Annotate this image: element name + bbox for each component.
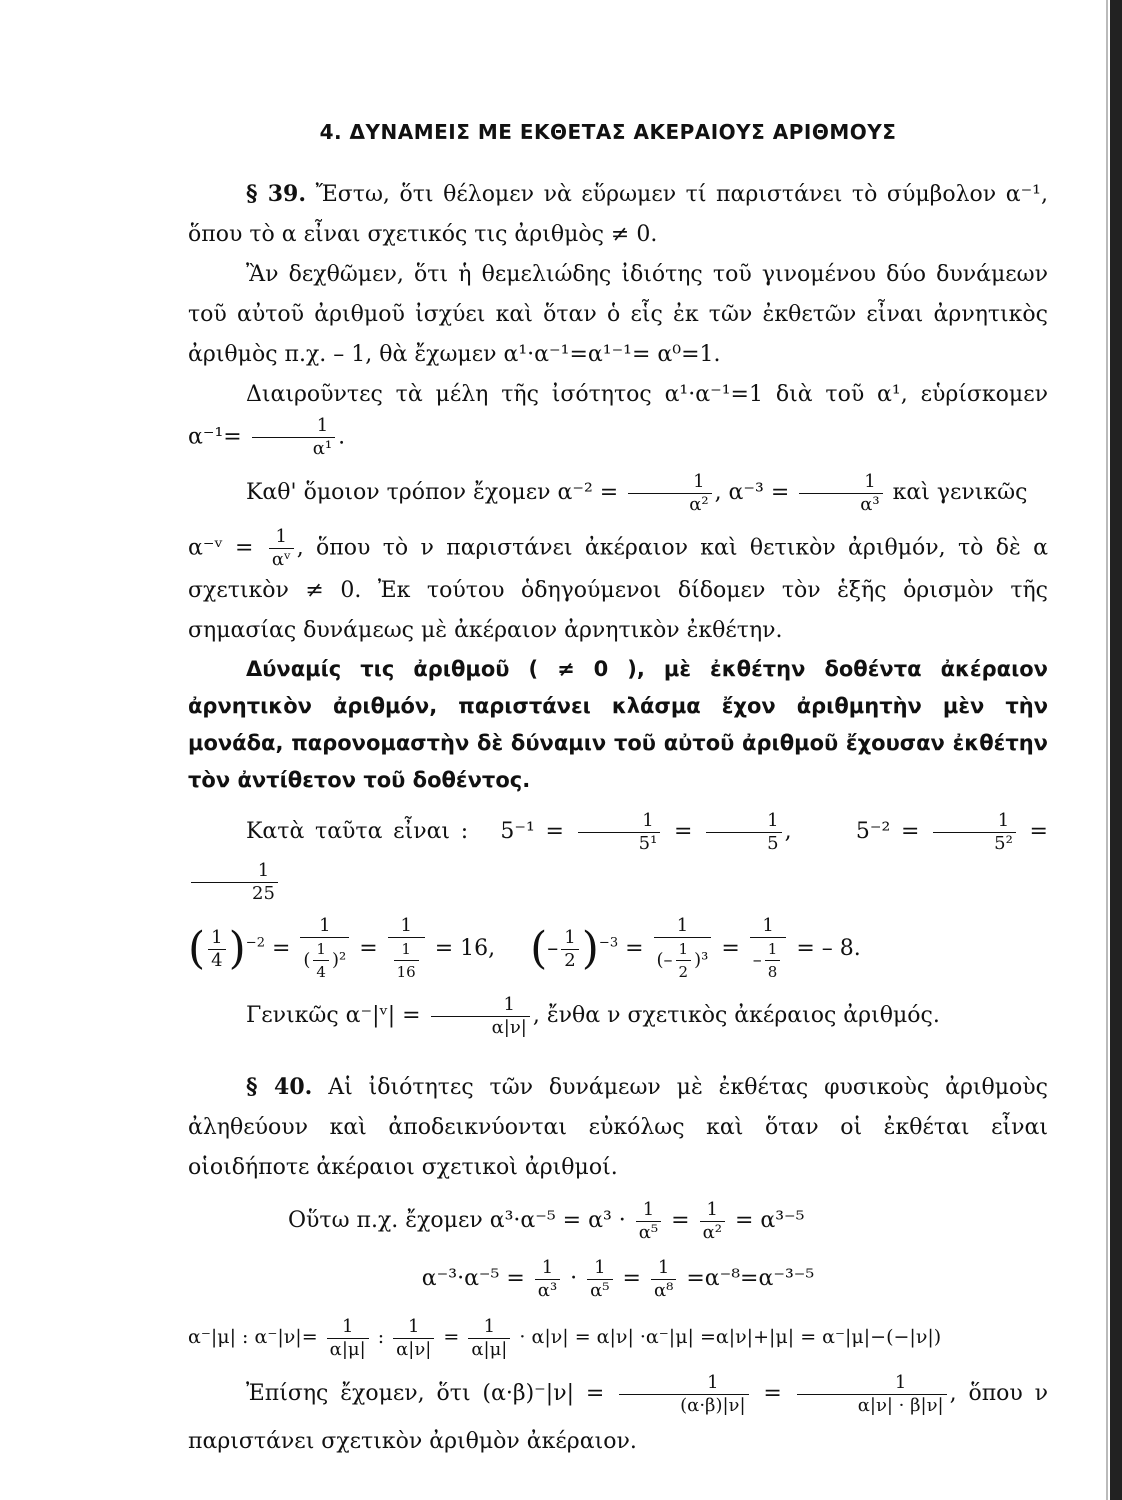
s39-p5: α⁻ᵛ = $\frac{1}{\text{αᵛ}}$ , ὅπου τὸ ν παριστάνει ἀκέραιον καὶ θετικὸν ἀριθμόν, τὸ δὲ α σχετικὸν ≠ 0. Ἐκ τούτου ὁδηγούμενοι δίδομεν τὸν ἑξῆς ὁρισμὸν τῆς σημασίας δυνάμεως μὲ ἀκέραιον ἀρνητικὸν ἐκθέτην. [188, 526, 1049, 643]
s39-p3: Διαιροῦντες τὰ μέλη τῆς ἰσότητος α¹·α⁻¹=1 διὰ τοῦ α¹, εὑρίσκομεν α⁻¹= $\frac{1}{\text{α¹}}$ . [188, 382, 1048, 459]
example-line-1: Κατὰ ταῦτα εἶναι : 5⁻¹ = $\frac{1}{\text{5¹}}$ = $\frac{1}{5}$ , 5⁻² = $\frac{1}{\text{5²}}$ = $\frac{1}{25}$ [188, 807, 1048, 907]
s40-e1: Οὕτω π.χ. ἔχομεν α³·α⁻⁵ = α³ · $\frac{1}{\text{α⁵}}$ = $\frac{1}{\text{α²}}$ = α³⁻⁵ [288, 1198, 805, 1243]
s39-p1: § 39. Ἔστω, ὅτι θέλομεν νὰ εὕρωμεν τί παριστάνει τὸ σύμβολον α⁻¹, ὅπου τὸ α εἶναι σχετικός τις ἀριθμὸς ≠ 0. [188, 181, 1048, 247]
s39-p4: Καθ' ὅμοιον τρόπον ἔχομεν α⁻² = $\frac{1}{\text{α²}}$ , α⁻³ = $\frac{1}{\text{α³}}$ καὶ γενικῶς [246, 470, 1028, 515]
s40-e3: α⁻|μ| : α⁻|ν|= $\frac{1}{\alpha|\mu|}$ : $\frac{1}{\alpha|\nu|}$ = $\frac{1}{\alpha|\mu|}$ · α|ν| = α|ν| ·α⁻|μ| =α|ν|+|μ| = α⁻|μ|−(−|ν|) [188, 1315, 942, 1360]
s39-p2: Ἂν δεχθῶμεν, ὅτι ἡ θεμελιώδης ἰδιότης τοῦ γινομένου δύο δυνάμεων τοῦ αὐτοῦ ἀριθμοῦ ἰσχύει καὶ ὅταν ὁ εἷς ἐκ τῶν ἐκθετῶν εἶναι ἀρνητικὸς ἀριθμὸς π.χ. – 1, θὰ ἔχωμεν α¹·α⁻¹=α¹⁻¹= α⁰=1. [188, 262, 1048, 367]
section-heading: 4. ΔΥΝΑΜΕΙΣ ΜΕ ΕΚΘΕΤΑΣ ΑΚΕΡΑΙΟΥΣ ΑΡΙΘΜΟΥΣ [319, 120, 897, 144]
s40-p1: § 40. Αἱ ἰδιότητες τῶν δυνάμεων μὲ ἐκθέτας φυσικοὺς ἀριθμοὺς ἀληθεύουν καὶ ἀποδεικνύονται εὐκόλως καὶ ὅταν οἱ ἐκθέται εἶναι οἱοιδήποτε ἀκέραιοι σχετικοὶ ἀριθμοί. [188, 1074, 1048, 1180]
general-rule: Γενικῶς α⁻|ᵛ| = $\frac{1}{\alpha|\nu|}$ , ἔνθα ν σχετικὸς ἀκέραιος ἀριθμός. [246, 993, 940, 1038]
definition: Δύναμίς τις ἀριθμοῦ ( ≠ 0 ), μὲ ἐκθέτην δοθέντα ἀκέραιον ἀρνητικὸν ἀριθμόν, παριστάνει κλάσμα ἔχον ἀριθμητὴν μὲν τὴν μονάδα, παρονομαστὴν δὲ δύναμιν τοῦ αὐτοῦ ἀριθμοῦ ἔχουσαν ἐκθέτην τὸν ἀντίθετον τοῦ δοθέντος. [188, 657, 1048, 792]
example-line-2: ( $\frac{1}{4}$ )$^{-2}$ = 1 ( $\frac{1}{4}$ )² = $\frac{1}{\frac{1}{16}}$ = 16, (– $\frac{1}{2}$ )$^{-3}$ = 1 (– $\frac{1}{2}$ )³ = 1 – $\frac{1}{8}$ = – 8. [188, 915, 861, 981]
scan-edge [1110, 0, 1122, 1500]
page [188, 112, 1048, 1466]
s40-e2: α⁻³·α⁻⁵ = $\frac{1}{\text{α³}}$ · $\frac{1}{\text{α⁵}}$ = $\frac{1}{\text{α⁸}}$ =α⁻⁸=α⁻³⁻⁵ [421, 1256, 815, 1301]
scan-edge-line [1106, 0, 1108, 1500]
s40-last: Ἐπίσης ἔχομεν, ὅτι (α·β)⁻|ν| = $\frac{1}{(\alpha\cdot\beta)|\nu|}$ = $\frac{1}{\alpha|\nu| \cdot \beta|\nu|}$ , ὅπου ν παριστάνει σχετικὸν ἀριθμὸν ἀκέραιον. [188, 1371, 1049, 1454]
fraction: $\frac{1}{\text{α¹}}$ [252, 415, 335, 460]
